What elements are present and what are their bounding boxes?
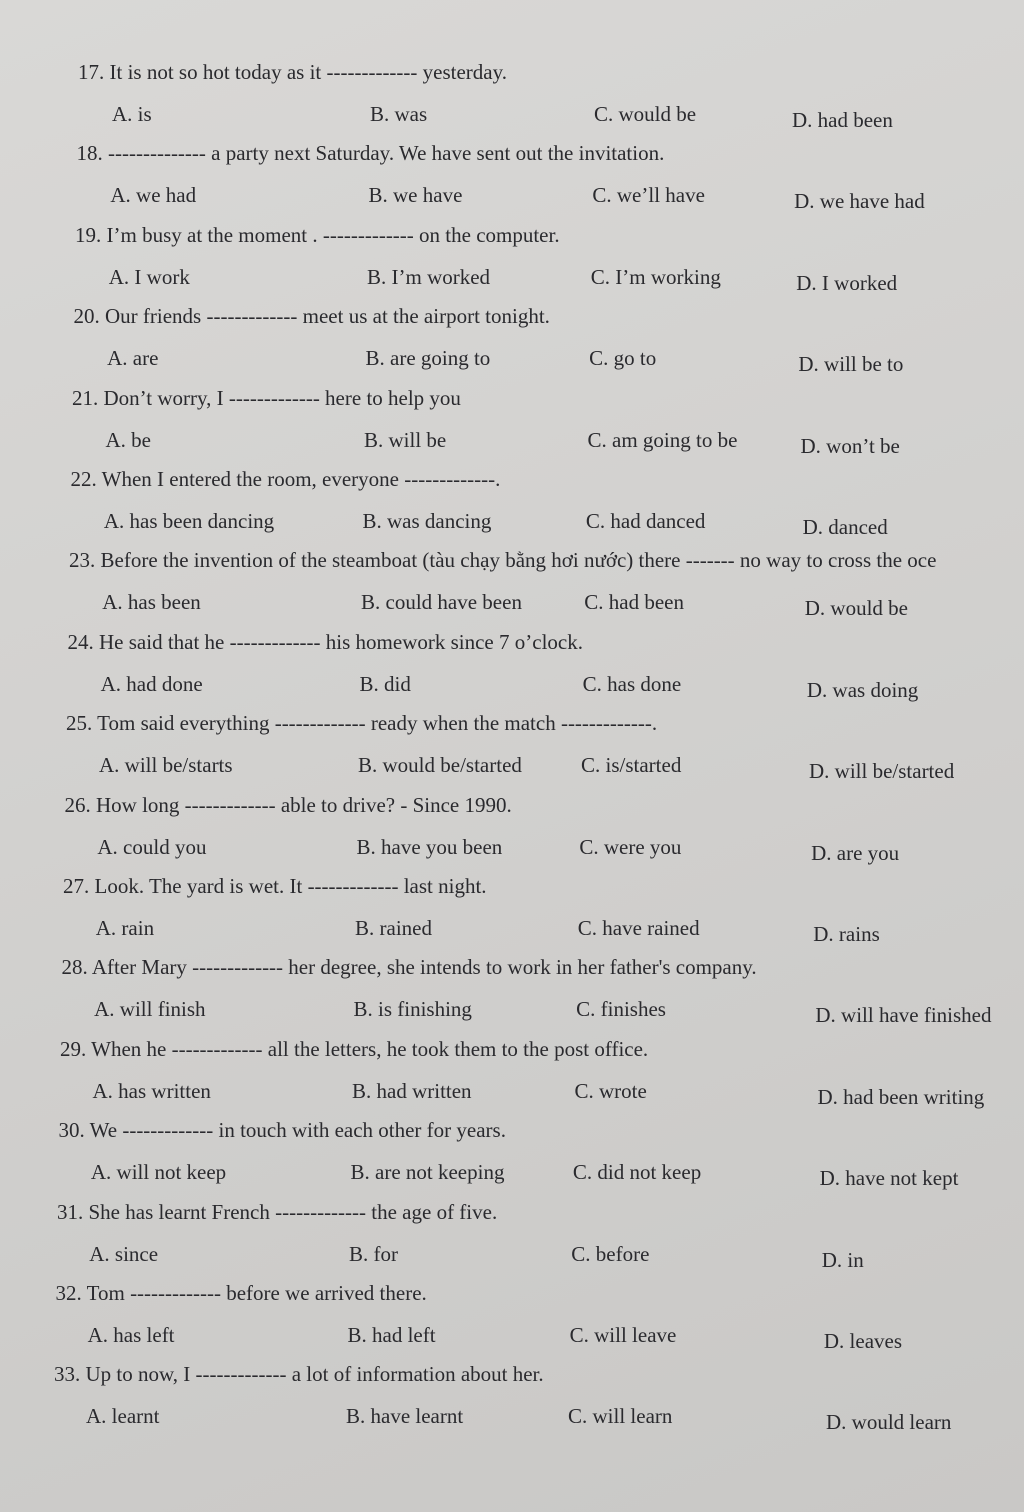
answer-option-c[interactable]: C. wrote [574, 1078, 647, 1103]
answer-option-b[interactable]: B. is finishing [353, 997, 472, 1022]
answer-option-c[interactable]: C. will learn [568, 1404, 673, 1429]
question-item [0, 1281, 1024, 1363]
answer-option-d[interactable]: D. we have had [794, 189, 925, 214]
answer-option-d[interactable]: D. I worked [796, 270, 898, 295]
answer-option-d[interactable]: D. had been [792, 108, 893, 132]
answer-option-b[interactable]: B. for [349, 1241, 398, 1266]
answer-option-c[interactable]: C. did not keep [572, 1160, 702, 1185]
answer-option-a[interactable]: A. will finish [94, 997, 206, 1022]
question-item [0, 304, 1024, 386]
answer-option-b[interactable]: B. rained [355, 916, 432, 940]
question-item [0, 955, 1024, 1037]
question-item [0, 874, 1024, 956]
answer-option-c[interactable]: C. were you [579, 834, 682, 859]
answer-option-b[interactable]: B. had written [352, 1078, 472, 1103]
question-item [0, 60, 1024, 142]
question-text: 21. Don’t worry, I ------------- here to help you [72, 385, 461, 410]
question-item [0, 467, 1024, 549]
answer-option-b[interactable]: B. could have been [361, 590, 522, 615]
answer-option-a[interactable]: A. could you [97, 834, 207, 859]
answer-option-d[interactable]: D. have not kept [819, 1166, 959, 1191]
answer-option-a[interactable]: A. since [89, 1241, 159, 1266]
question-text: 19. I’m busy at the moment . ------------- on the computer. [75, 222, 560, 247]
answer-option-d[interactable]: D. won’t be [800, 433, 900, 458]
answer-option-b[interactable]: B. will be [364, 427, 447, 452]
question-text: 28. After Mary ------------- her degree, she intends to work in her father's company. [61, 955, 757, 980]
answer-option-a[interactable]: A. are [107, 346, 159, 371]
answer-option-c[interactable]: C. had danced [585, 509, 706, 533]
answer-option-d[interactable]: D. would be [804, 596, 908, 621]
answer-option-a[interactable]: A. I work [108, 264, 190, 289]
question-text: 23. Before the invention of the steamboat (tàu chạy bằng hơi nước) there ------- no way to cross the oce [69, 548, 937, 573]
question-text: 31. She has learnt French ------------- the age of five. [57, 1199, 498, 1224]
question-text: 32. Tom ------------- before we arrived there. [55, 1281, 427, 1305]
answer-option-b[interactable]: B. did [359, 671, 411, 696]
question-text: 18. -------------- a party next Saturday. We have sent out the invitation. [76, 141, 665, 166]
answer-option-a[interactable]: A. rain [95, 916, 155, 940]
answer-option-a[interactable]: A. will be/starts [99, 753, 233, 778]
answer-option-a[interactable]: A. has written [92, 1078, 211, 1103]
answer-option-d[interactable]: D. rains [813, 922, 880, 946]
question-item [0, 793, 1024, 875]
answer-option-c[interactable]: C. is/started [581, 753, 682, 778]
answer-option-a[interactable]: A. had done [100, 671, 203, 696]
question-text: 25. Tom said everything ------------- ready when the match -------------. [66, 711, 658, 736]
answer-option-d[interactable]: D. will have finished [815, 1003, 992, 1028]
question-text: 33. Up to now, I ------------- a lot of information about her. [54, 1362, 544, 1387]
answer-option-a[interactable]: A. is [112, 102, 152, 126]
answer-option-d[interactable]: D. will be to [798, 352, 904, 377]
answer-option-d[interactable]: D. in [821, 1247, 864, 1272]
answer-option-d[interactable]: D. leaves [823, 1329, 903, 1353]
answer-option-b[interactable]: B. was dancing [362, 509, 492, 533]
answer-option-c[interactable]: C. has done [582, 671, 682, 696]
answer-option-a[interactable]: A. has been dancing [103, 509, 275, 533]
question-text: 26. How long ------------- able to drive? - Since 1990. [64, 792, 512, 817]
answer-option-b[interactable]: B. are going to [365, 346, 491, 371]
answer-option-a[interactable]: A. has been [102, 590, 201, 615]
question-item [0, 1118, 1024, 1200]
answer-option-b[interactable]: B. have you been [356, 834, 503, 859]
answer-option-b[interactable]: B. would be/started [358, 753, 522, 778]
answer-option-a[interactable]: A. we had [110, 183, 197, 208]
answer-option-c[interactable]: C. we’ll have [592, 183, 705, 208]
answer-option-b[interactable]: B. have learnt [346, 1404, 464, 1429]
answer-option-c[interactable]: C. would be [594, 102, 697, 126]
answer-option-c[interactable]: C. I’m working [590, 264, 721, 289]
answer-option-d[interactable]: D. are you [811, 840, 900, 865]
answer-option-b[interactable]: B. had left [347, 1323, 436, 1347]
answer-option-b[interactable]: B. are not keeping [350, 1160, 505, 1185]
answer-option-d[interactable]: D. would learn [826, 1410, 952, 1435]
question-text: 22. When I entered the room, everyone -------------. [70, 467, 501, 491]
answer-option-c[interactable]: C. go to [589, 346, 657, 371]
answer-option-a[interactable]: A. learnt [86, 1404, 160, 1429]
answer-option-d[interactable]: D. was doing [806, 677, 919, 702]
question-item [0, 1362, 1024, 1444]
answer-option-c[interactable]: C. am going to be [587, 427, 738, 452]
answer-option-a[interactable]: A. be [105, 427, 151, 452]
question-item [0, 141, 1024, 223]
answer-option-c[interactable]: C. had been [584, 590, 684, 615]
answer-option-a[interactable]: A. will not keep [90, 1160, 227, 1185]
answer-option-b[interactable]: B. we have [368, 183, 463, 208]
answer-option-d[interactable]: D. danced [802, 515, 888, 539]
answer-option-b[interactable]: B. was [370, 102, 428, 126]
answer-option-d[interactable]: D. will be/started [809, 759, 955, 784]
question-text: 30. We ------------- in touch with each other for years. [58, 1118, 506, 1143]
answer-option-c[interactable]: C. finishes [576, 997, 666, 1022]
question-text: 27. Look. The yard is wet. It ------------- last night. [63, 874, 487, 898]
question-item [0, 630, 1024, 712]
answer-option-c[interactable]: C. before [571, 1241, 650, 1266]
answer-option-b[interactable]: B. I’m worked [367, 264, 491, 289]
question-item [0, 711, 1024, 793]
question-text: 17. It is not so hot today as it ------------- yesterday. [78, 60, 508, 84]
question-text: 24. He said that he ------------- his homework since 7 o’clock. [67, 629, 583, 654]
question-item [0, 1037, 1024, 1119]
question-text: 29. When he ------------- all the letters, he took them to the post office. [60, 1036, 649, 1061]
question-item [0, 1200, 1024, 1282]
answer-option-c[interactable]: C. have rained [577, 916, 700, 940]
question-item [0, 223, 1024, 305]
question-text: 20. Our friends ------------- meet us at the airport tonight. [73, 304, 550, 329]
question-item [0, 386, 1024, 468]
answer-option-d[interactable]: D. had been writing [817, 1084, 985, 1109]
answer-option-c[interactable]: C. will leave [569, 1323, 677, 1347]
answer-option-a[interactable]: A. has left [87, 1323, 175, 1347]
question-item [0, 548, 1024, 630]
